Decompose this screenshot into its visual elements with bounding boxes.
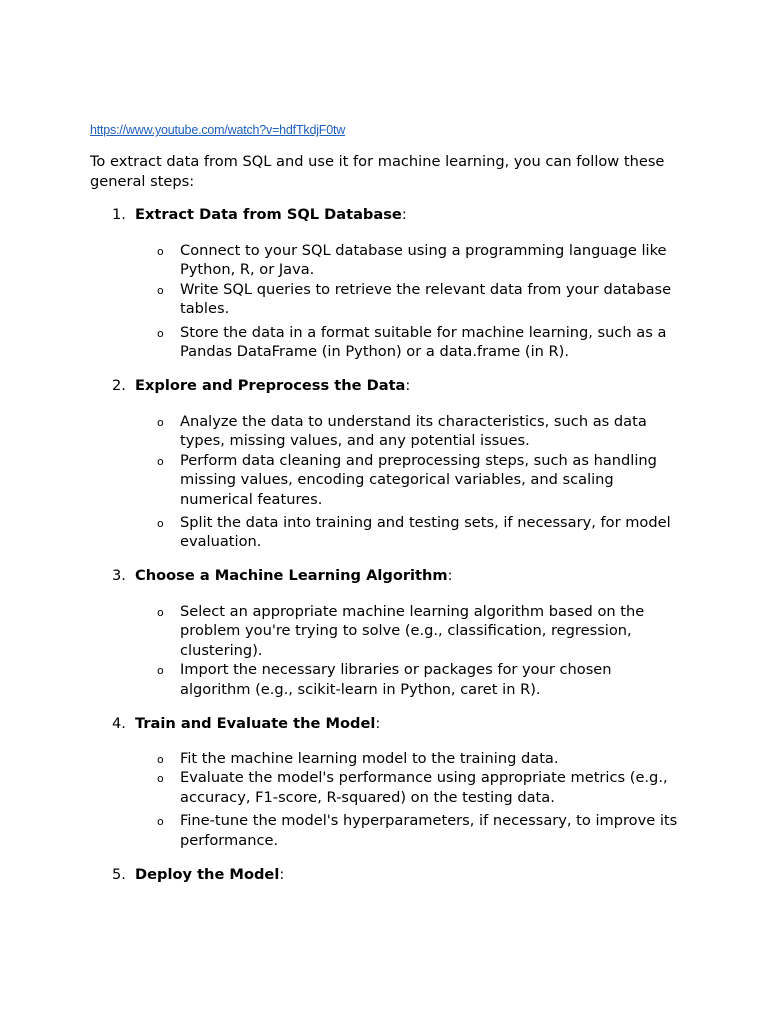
list-item xyxy=(90,412,680,451)
step-3 xyxy=(90,566,690,699)
step-heading xyxy=(90,376,690,396)
step-title-suffix: : xyxy=(447,567,453,584)
bullet-list xyxy=(90,412,690,552)
list-item xyxy=(90,451,680,509)
step-title-text: Explore and Preprocess the Data xyxy=(135,377,406,394)
list-item-text: Perform data cleaning and preprocessing steps, such as handling missing values, encoding categorical variables, and scaling numerical features. xyxy=(180,451,657,508)
step-number: 2. xyxy=(112,377,126,394)
list-item-text: Write SQL queries to retrieve the relevant data from your database tables. xyxy=(180,280,672,318)
step-1 xyxy=(90,205,690,361)
list-item-text: Store the data in a format suitable for machine learning, such as a Pandas DataFrame (in Python) or a data.frame (in R). xyxy=(180,323,667,361)
step-title-suffix: : xyxy=(279,866,285,883)
step-4 xyxy=(90,714,690,850)
step-title-suffix: : xyxy=(405,377,411,394)
step-title-text: Choose a Machine Learning Algorithm xyxy=(135,567,448,584)
list-item-text: Import the necessary libraries or packages for your chosen algorithm (e.g., scikit-learn in Python, caret in R). xyxy=(180,661,612,698)
step-title-text: Train and Evaluate the Model xyxy=(135,715,376,732)
step-heading xyxy=(90,714,690,734)
bullet-marker: o xyxy=(157,283,164,297)
bullet-list xyxy=(90,749,690,850)
list-item xyxy=(90,811,680,850)
step-heading xyxy=(90,205,690,225)
step-heading xyxy=(90,566,690,586)
list-item xyxy=(90,513,680,552)
list-item-text: Evaluate the model's performance using appropriate metrics (e.g., accuracy, F1-score, R-squared) on the testing data. xyxy=(180,769,668,806)
intro-paragraph: To extract data from SQL and use it for machine learning, you can follow these general steps: xyxy=(90,153,665,190)
list-item-text: Fine-tune the model's hyperparameters, if necessary, to improve its performance. xyxy=(180,812,678,849)
step-title xyxy=(135,205,407,225)
bullet-marker: o xyxy=(157,815,164,829)
bullet-list xyxy=(90,241,690,361)
step-title-text: Extract Data from SQL Database xyxy=(135,206,402,223)
step-number: 4. xyxy=(112,715,126,732)
step-title xyxy=(135,376,410,396)
list-item-text: Connect to your SQL database using a programming language like Python, R, or Java. xyxy=(180,242,667,279)
bullet-marker: o xyxy=(157,772,164,786)
list-item xyxy=(90,602,680,660)
step-number: 1. xyxy=(112,206,126,223)
list-item xyxy=(90,768,680,807)
step-5 xyxy=(90,865,690,885)
youtube-link[interactable]: https://www.youtube.com/watch?v=hdfTkdjF0tw xyxy=(90,123,346,137)
list-item xyxy=(90,660,680,699)
step-2 xyxy=(90,376,690,552)
bullet-marker: o xyxy=(157,606,164,619)
list-item-text: Analyze the data to understand its characteristics, such as data types, missing values, and any potential issues. xyxy=(180,413,647,450)
list-item xyxy=(90,280,680,319)
list-item-text: Split the data into training and testing sets, if necessary, for model evaluation. xyxy=(180,514,671,551)
bullet-marker: o xyxy=(157,517,164,531)
bullet-marker: o xyxy=(157,454,164,468)
list-item xyxy=(90,749,680,768)
step-title xyxy=(135,566,453,586)
list-item-text: Fit the machine learning model to the training data. xyxy=(180,750,559,767)
step-title-text: Deploy the Model xyxy=(135,866,280,883)
step-number: 3. xyxy=(112,567,126,584)
bullet-list xyxy=(90,602,690,699)
bullet-marker: o xyxy=(157,753,164,766)
step-number: 5. xyxy=(112,866,126,883)
step-heading xyxy=(90,865,690,885)
list-item xyxy=(90,323,680,362)
bullet-marker: o xyxy=(157,245,164,258)
bullet-marker: o xyxy=(157,416,164,429)
bullet-marker: o xyxy=(157,664,164,678)
list-item-text: Select an appropriate machine learning algorithm based on the problem you're trying to solve (e.g., classification, regression, clustering). xyxy=(180,603,645,659)
step-title-suffix: : xyxy=(375,715,381,732)
step-title-suffix: : xyxy=(401,206,407,223)
step-title xyxy=(135,865,284,885)
bullet-marker: o xyxy=(157,326,164,340)
list-item xyxy=(90,241,680,280)
step-title xyxy=(135,714,380,734)
